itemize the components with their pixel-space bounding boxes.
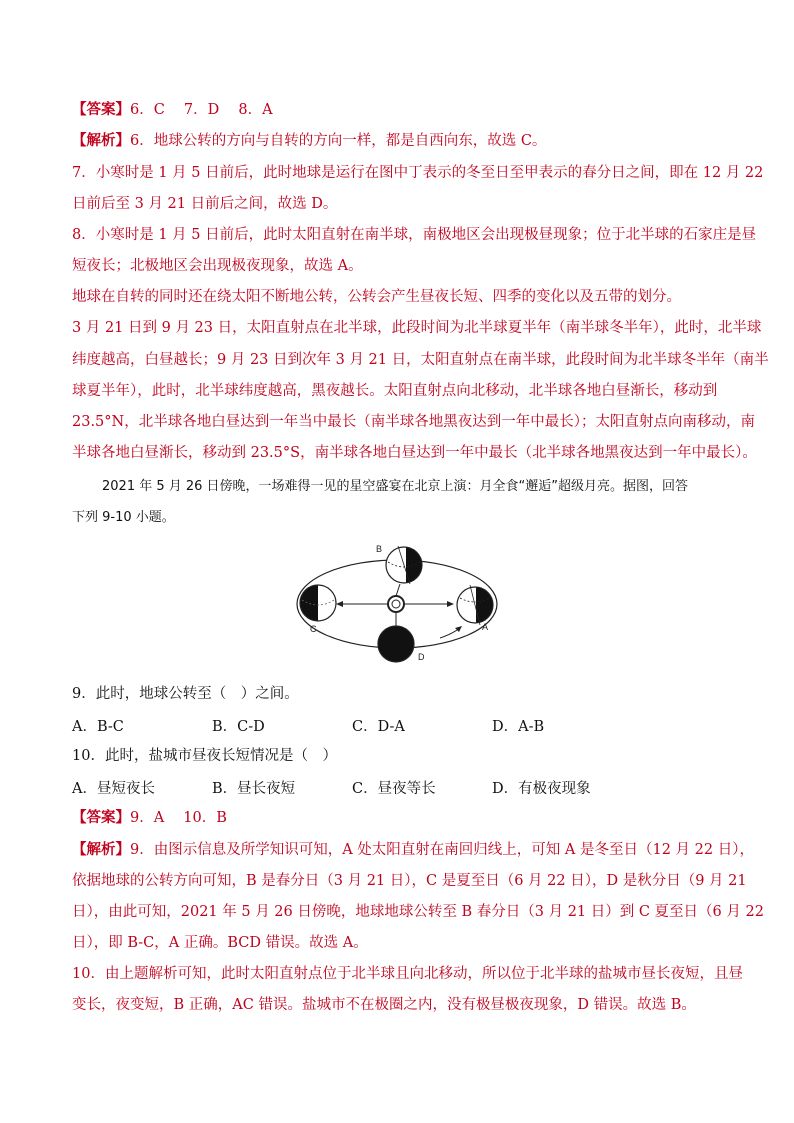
answer-tag-2: 【答案】 — [72, 809, 130, 826]
intro-line-1: 2021 年 5 月 26 日傍晚，一场难得一见的星空盛宴在北京上演：月全食“邂逅”超级月亮。据图，回答 — [102, 479, 689, 494]
q9-option-c[interactable]: C．D-A — [352, 719, 405, 735]
question-9-stem: 9．此时，地球公转至（ ）之间。 — [72, 686, 299, 702]
label-c: C — [310, 624, 317, 634]
earth-c — [300, 583, 338, 623]
q10-option-b[interactable]: B．昼长夜短 — [212, 781, 296, 797]
answer-text: 6．C 7．D 8．A — [130, 102, 273, 118]
analysis-tag: 【解析】 — [72, 132, 130, 149]
analysis-line-4: 8．小寒时是 1 月 5 日前后，此时太阳直射在南半球，南极地区会出现极昼现象；位于北半球的石家庄是昼 — [72, 227, 757, 243]
analysis-line-5: 短夜长；北极地区会出现极夜现象，故选 A。 — [72, 258, 363, 274]
q9-option-d[interactable]: D．A-B — [492, 719, 545, 735]
analysis-line-6: 地球在自转的同时还在绕太阳不断地公转，公转会产生昼夜长短、四季的变化以及五带的划分。 — [72, 289, 681, 305]
q10-option-c[interactable]: C．昼夜等长 — [352, 781, 436, 797]
analysis-text: 6．地球公转的方向与自转的方向一样，都是自西向东，故选 C。 — [130, 133, 547, 149]
analysis2-line-4: 日），即 B-C，A 正确。BCD 错误。故选 A。 — [72, 935, 368, 951]
q10-option-a[interactable]: A．昼短夜长 — [72, 781, 155, 797]
analysis-line-11: 半球各地白昼渐长，移动到 23.5°S，南半球各地白昼达到一年中最长（北半球各地黑夜达到一年中最长）。 — [72, 445, 757, 461]
analysis2-line-2: 依据地球的公转方向可知，B 是春分日（3 月 21 日），C 是夏至日（6 月 22 日），D 是秋分日（9 月 21 — [72, 873, 747, 889]
question-10-stem: 10．此时，盐城市昼夜长短情况是（ ） — [72, 748, 337, 764]
answer-text-2: 9．A 10．B — [130, 810, 227, 826]
analysis-line-10: 23.5°N，北半球各地白昼达到一年当中最长（南半球各地黑夜达到一年中最长）；太阳直射点向南移动，南 — [72, 414, 755, 430]
label-a: A — [482, 622, 489, 632]
q10-option-d[interactable]: D．有极夜现象 — [492, 781, 591, 797]
label-b: B — [376, 544, 383, 554]
q9-option-a[interactable]: A．B-C — [72, 719, 124, 735]
earth-d — [378, 626, 414, 662]
q9-option-b[interactable]: B．C-D — [212, 719, 265, 735]
analysis-line-2: 7．小寒时是 1 月 5 日前后，此时地球是运行在图中丁表示的冬至日至甲表示的春分日之间，即在 12 月 22 — [72, 165, 764, 181]
answer-tag: 【答案】 — [72, 101, 130, 118]
analysis2-line-1 — [72, 840, 754, 860]
analysis2-text: 9．由图示信息及所学知识可知，A 处太阳直射在南回归线上，可知 A 是冬至日（12 月 22 日）， — [130, 842, 754, 858]
earth-orbit-diagram — [290, 540, 506, 670]
answer-line-2 — [72, 808, 227, 828]
label-d: D — [418, 652, 425, 662]
analysis-line-3: 日前后至 3 月 21 日前后之间，故选 D。 — [72, 196, 338, 212]
answer-line-1 — [72, 100, 273, 120]
intro-line-2: 下列 9-10 小题。 — [72, 510, 175, 525]
analysis-line-1 — [72, 131, 546, 151]
analysis2-line-5: 10．由上题解析可知，此时太阳直射点位于北半球且向北移动，所以位于北半球的盐城市昼长夜短，且昼 — [72, 966, 743, 982]
analysis-line-9: 球夏半年），此时，北半球纬度越高，黑夜越长。太阳直射点向北移动，北半球各地白昼渐长，移动到 — [72, 383, 718, 399]
analysis2-line-3: 日），由此可知，2021 年 5 月 26 日傍晚，地球地球公转至 B 春分日（3 月 21 日）到 C 夏至日（6 月 22 — [72, 904, 764, 920]
analysis-line-8: 纬度越高，白昼越长；9 月 23 日到次年 3 月 21 日，太阳直射点在南半球，此段时间为北半球冬半年（南半 — [72, 352, 769, 368]
analysis-tag-2: 【解析】 — [72, 841, 130, 858]
analysis-line-7: 3 月 21 日到 9 月 23 日，太阳直射点在北半球，此段时间为北半球夏半年（南半球冬半年），此时，北半球 — [72, 320, 762, 336]
analysis2-line-6: 变长，夜变短，B 正确，AC 错误。盐城市不在极圈之内，没有极昼极夜现象，D 错误。故选 B。 — [72, 997, 696, 1013]
